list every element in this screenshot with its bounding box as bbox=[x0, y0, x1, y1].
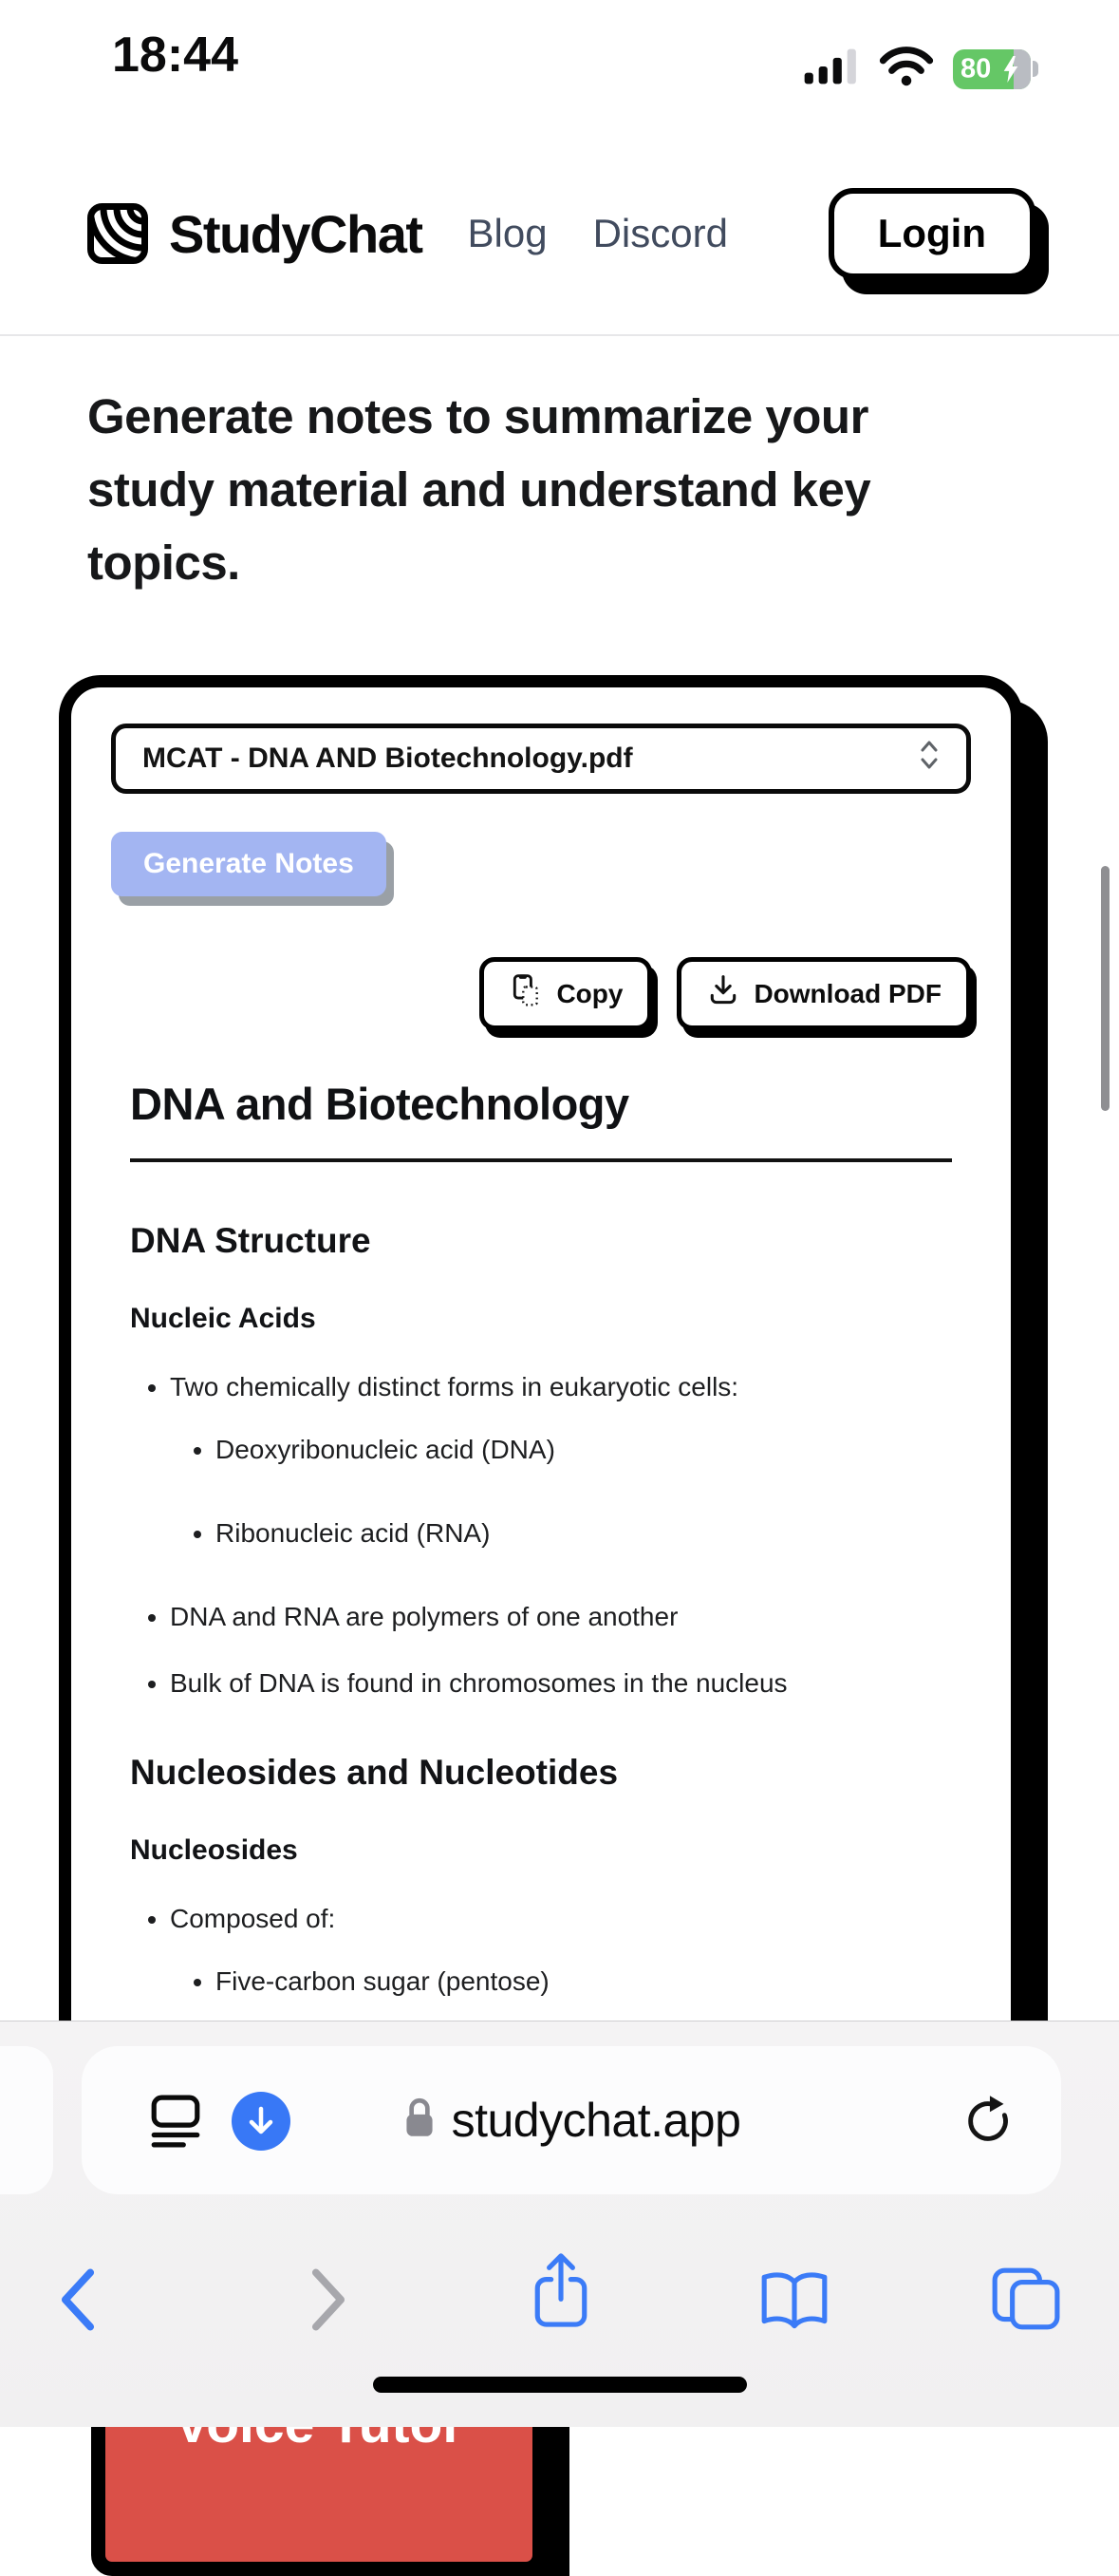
list-item: • Two chemically distinct forms in eukaryotic cells: • Deoxyribonucleic acid (DNA) • Ribonucleic acid (RNA) bbox=[170, 1367, 952, 1553]
brand-title: StudyChat bbox=[169, 203, 422, 264]
copy-button[interactable] bbox=[479, 957, 652, 1030]
actions-row bbox=[111, 957, 971, 1030]
page-scrollbar[interactable] bbox=[1101, 866, 1110, 1111]
tabs-icon[interactable] bbox=[989, 2266, 1061, 2336]
lock-icon bbox=[402, 2096, 437, 2146]
home-indicator[interactable] bbox=[373, 2377, 747, 2393]
page-title: Generate notes to summarize your study material and understand key topics. bbox=[87, 389, 871, 590]
back-icon[interactable] bbox=[59, 2268, 97, 2336]
address-bar-url: studychat.app bbox=[451, 2094, 741, 2147]
nav-link-discord[interactable]: Discord bbox=[592, 211, 728, 255]
share-icon[interactable] bbox=[530, 2249, 592, 2338]
forward-icon[interactable] bbox=[309, 2268, 347, 2336]
clock: 18:44 bbox=[112, 28, 238, 83]
list-item: • Deoxyribonucleic acid (DNA) bbox=[215, 1430, 952, 1470]
section-heading: Nucleosides and Nucleotides bbox=[130, 1753, 619, 1792]
section-subheading: Nucleosides bbox=[130, 1834, 298, 1866]
file-select-value: MCAT - DNA AND Biotechnology.pdf bbox=[142, 743, 633, 774]
download-pdf-label: Download PDF bbox=[754, 978, 942, 1008]
reader-icon[interactable] bbox=[150, 2094, 201, 2153]
list-item: • Ribonucleic acid (RNA) bbox=[215, 1514, 952, 1553]
copy-button-label: Copy bbox=[556, 978, 624, 1008]
list-item: • Composed of: • Five-carbon sugar (pentose) • bbox=[170, 1899, 952, 2085]
wifi-icon bbox=[879, 46, 934, 92]
battery-percent: 80 bbox=[960, 53, 992, 84]
title-rule bbox=[130, 1158, 952, 1162]
download-icon bbox=[706, 973, 740, 1014]
studychat-logo-icon bbox=[87, 203, 148, 264]
list-item: • Five-carbon sugar (pentose) bbox=[215, 1962, 952, 2002]
nav-link-blog[interactable]: Blog bbox=[467, 211, 548, 255]
header-divider bbox=[0, 334, 1119, 336]
copy-icon bbox=[509, 973, 543, 1014]
previous-tab-edge[interactable] bbox=[0, 2046, 53, 2194]
bullet-list bbox=[130, 1367, 952, 1703]
status-bar bbox=[0, 0, 1119, 114]
download-pdf-button[interactable] bbox=[677, 957, 971, 1030]
select-chevrons-icon bbox=[919, 738, 940, 780]
safari-bottom-bar bbox=[0, 2021, 1119, 2427]
login-button[interactable]: Login bbox=[829, 188, 1035, 279]
bookmarks-icon[interactable] bbox=[757, 2270, 831, 2338]
reload-icon[interactable] bbox=[959, 2090, 1017, 2153]
section-subheading: Nucleic Acids bbox=[130, 1303, 316, 1334]
download-progress-icon[interactable] bbox=[232, 2092, 290, 2151]
document-title: DNA and Biotechnology bbox=[130, 1079, 629, 1129]
list-item: • Bulk of DNA is found in chromosomes in the nucleus bbox=[170, 1664, 952, 1703]
status-icons bbox=[803, 46, 1038, 92]
generate-notes-button[interactable]: Generate Notes bbox=[111, 832, 386, 896]
bullet-sublist bbox=[170, 1430, 952, 1553]
section-heading: DNA Structure bbox=[130, 1221, 371, 1260]
cellular-signal-icon bbox=[803, 46, 860, 92]
battery-charging-icon bbox=[953, 49, 1038, 89]
list-item: • DNA and RNA are polymers of one another bbox=[170, 1597, 952, 1637]
address-bar[interactable] bbox=[82, 2046, 1061, 2194]
file-select[interactable] bbox=[111, 724, 971, 794]
